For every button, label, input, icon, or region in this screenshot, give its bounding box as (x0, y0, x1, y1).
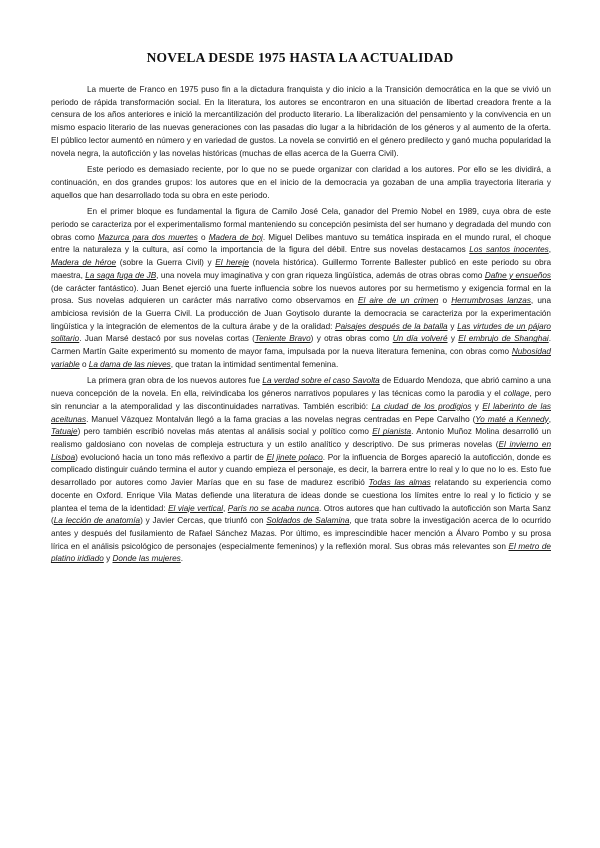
work-title: Todas las almas (368, 478, 431, 488)
text-run: La primera gran obra de los nuevos autores fue (87, 376, 263, 386)
work-title: Paisajes después de la batalla (335, 321, 448, 331)
text-run: ) y otras obras como (310, 334, 393, 344)
work-title: La dama de las nieves (88, 359, 171, 369)
text-run: . Por la influencia de Borges apareció la autoficción, donde es complicado distinguir cuándo termina el autor y cuando empieza el personaje, es decir, la barrera entre lo real y lo que no lo es. Esto fue desarrollado por autores como Javier Marías que en su fase de madurez escribió (51, 452, 551, 488)
text-run: y (103, 554, 113, 564)
work-title: Un día volveré (392, 334, 448, 344)
work-title: Teniente Bravo (254, 334, 311, 344)
text-run: ) y Javier Cercas, que triunfó con (140, 516, 267, 526)
text-run: , pero sin renunciar a la atemporalidad y las discontinuidades narrativas. También escribió: (51, 389, 552, 411)
work-title: Madera de héroe (51, 258, 117, 268)
text-run: , (548, 245, 551, 255)
text-run: , que tratan la intimidad sentimental femenina. (170, 359, 339, 369)
work-title: Los santos inocentes (469, 245, 549, 255)
text-run: . Manuel Vázquez Montalván llegó a la fama gracias a las novelas negras centradas en Pepe Carvalho ( (86, 414, 476, 424)
text-run: La muerte de Franco en 1975 puso fin a la dictadura franquista y dio inicio a la Transición democrática en la que se vivió un periodo de rápida transformación social. En la literatura, los autores se encontraron en una situación de libertad creadora frente a la censura de los años anteriores e inició la mercantilización del producto literario. La liberalización del pensamiento y la convivencia en un mismo espacio literario de las nuevas generaciones con las pasadas dio lugar a la hibridación de los géneros y al aumento de la oferta. El público lector aumentó en número y en variedad de gustos. La novela se convirtió en el género predilecto y ganó mucha popularidad la novela negra, la autoficción y las novelas históricas (muchas de ellas acerca de la Guerra Civil). (51, 85, 551, 158)
text-run: , (548, 414, 551, 424)
paragraph (51, 375, 551, 566)
text-run: o (197, 232, 209, 242)
text-run: Este periodo es demasiado reciente, por lo que no se puede organizar con claridad a los autores. Por ello se les dividirá, a continuación, en dos grandes grupos: los autores que en el inicio de la democracia ya gozaban de una amplia trayectoria literaria y aquellos que han desarrollado toda su obra en este periodo. (51, 165, 551, 200)
work-title: La ciudad de los prodigios (371, 401, 472, 411)
text-run: (de carácter fantástico). Juan Benet ejerció una fuerte influencia sobre los nuevos autores por su hermetismo y exigencia formal en la prosa. Sus novelas adquieren un carácter más narrativo como observamos en (51, 283, 551, 306)
work-title: El pianista (372, 427, 412, 437)
work-title: Donde las mujeres (112, 554, 181, 564)
work-title: Las virtudes de un pájaro solitario (51, 321, 551, 344)
work-title: El invierno en Lisboa (51, 439, 551, 462)
text-run: . Juan Marsé destacó por sus novelas cortas ( (79, 334, 255, 344)
work-title: El hereje (215, 258, 249, 268)
text-run: (novela histórica). Guillermo Torrente Ballester publicó en este periodo su obra maestra, (51, 258, 551, 280)
paragraph (51, 164, 551, 202)
work-title: El aire de un crimen (357, 296, 439, 306)
text-run: o (438, 296, 452, 306)
text-run: . Carmen Martín Gaite experimentó su momento de mayor fama, impulsada por la nueva literatura femenina, con obras como (51, 334, 551, 357)
work-title: El jinete polaco (266, 452, 323, 462)
text-run: ) pero también escribió novelas más atentas al análisis social y político como (77, 427, 373, 437)
work-title: Dafne y ensueños (484, 270, 551, 280)
work-title: Tatuaje (51, 427, 78, 437)
text-run: . Miguel Delibes mantuvo su temática inspirada en el mundo rural, el choque entre la naturaleza y la cultura, así como la importancia de la figura del débil. Entre sus novelas destacamos (51, 232, 551, 255)
document-body (51, 84, 551, 570)
text-run: , una novela muy imaginativa y con gran riqueza lingüística, además de otras obras como (156, 270, 485, 280)
text-run: , una ambiciosa revisión de la Guerra Civil. La producción de Juan Goytisolo durante la democracia se caracteriza por la experimentación lingüística y la integración de elementos de la cultura árabe y de la oralidad: (51, 296, 552, 331)
work-title: Herrumbrosas lanzas (451, 296, 531, 306)
text-run: de Eduardo Mendoza, que abrió camino a una nueva concepción de la novela. En ella, reivindicaba los géneros narrativos populares y las técnicas como la parodia y el (51, 376, 551, 399)
paragraph (51, 84, 551, 160)
work-title: La verdad sobre el caso Savolta (262, 376, 380, 386)
text-run: y (447, 321, 458, 331)
text-run: . Otros autores que han cultivado la autoficción son Marta Sanz ( (51, 503, 551, 526)
text-run: ) evolucionó hacia un tono más reflexivo a partir de (75, 452, 267, 462)
work-title: La lección de anatomía (53, 516, 141, 526)
text-run: relatando su experiencia como docente en Oxford. Enrique Vila Matas defiende una literatura de ideas donde se cuestiona los límites entre lo real y lo ficticio y se plantea el tema de la identidad: (51, 478, 551, 513)
paragraph (51, 206, 551, 371)
work-title: La saga fuga de JB (85, 270, 157, 280)
text-run: . Antonio Muñoz Molina desarrolló un realismo galdosiano con novelas de compleja estructura y un estilo analítico y descriptivo. De sus primeras novelas ( (51, 427, 551, 449)
text-run: o (79, 359, 89, 369)
text-run: . (180, 554, 184, 564)
work-title: El metro de platino iridiado (51, 541, 551, 564)
work-title: Madera de boj (208, 232, 263, 242)
work-title: El embrujo de Shanghai (458, 334, 549, 344)
work-title: Yo maté a Kennedy (475, 414, 549, 424)
text-run: , (223, 503, 228, 513)
work-title: París no se acaba nunca (227, 503, 320, 513)
document-title: NOVELA DESDE 1975 HASTA LA ACTUALIDAD (146, 50, 454, 65)
work-title: El viaje vertical (168, 503, 224, 513)
text-run: , que trata sobre la investigación acerca de lo ocurrido antes y después del fusilamiento de Rafael Sánchez Mazas. Por último, es imprescindible hacer mención a Álvaro Pombo y su prosa lírica en el análisis psicológico de personajes (especialmente femeninos) y la reflexión moral. Sus obras más relevantes son (51, 516, 551, 551)
work-title: Nubosidad variable (51, 347, 551, 369)
text-run: y (471, 401, 483, 411)
work-title: Soldados de Salamina (266, 516, 350, 526)
work-title: Mazurca para dos muertes (97, 232, 198, 242)
text-run: En el primer bloque es fundamental la figura de Camilo José Cela, ganador del Premio Nobel en 1989, cuya obra de este periodo se caracteriza por el experimentalismo formal manteniendo su concepción pesimista del ser humano y degradada del mundo con obras como (51, 207, 551, 242)
work-title: El laberinto de las aceitunas (51, 401, 551, 424)
text-run: y (447, 334, 459, 344)
italic-term: collage (503, 389, 530, 399)
text-run: (sobre la Guerra Civil) y (116, 258, 216, 268)
